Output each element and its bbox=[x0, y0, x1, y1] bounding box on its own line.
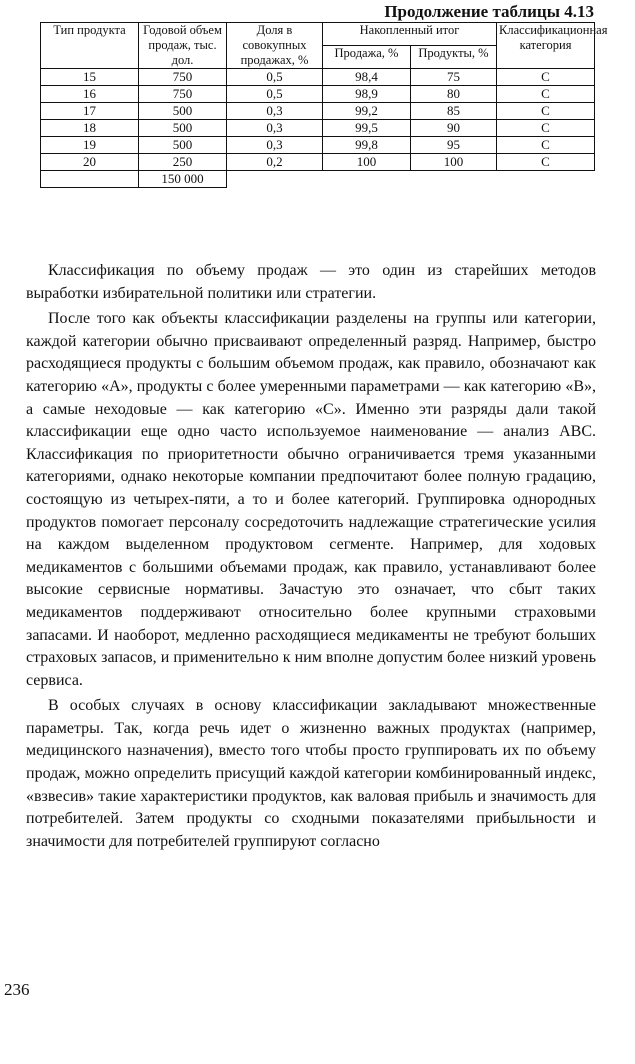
header-annual-sales: Годовой объем продаж, тыс. дол. bbox=[139, 23, 227, 69]
cell-empty bbox=[227, 171, 323, 188]
classification-table bbox=[40, 22, 608, 188]
table-row bbox=[41, 69, 595, 86]
cell-share: 0,5 bbox=[227, 69, 323, 86]
cell-share: 0,2 bbox=[227, 154, 323, 171]
cell-product-type: 16 bbox=[41, 86, 139, 103]
cell-annual-sales: 500 bbox=[139, 103, 227, 120]
cell-annual-sales: 500 bbox=[139, 137, 227, 154]
cell-cum-products: 95 bbox=[411, 137, 497, 154]
table-row bbox=[41, 86, 595, 103]
cell-cum-sales: 100 bbox=[323, 154, 411, 171]
table-continuation-label: Продолжение таблицы 4.13 bbox=[384, 2, 594, 21]
cell-cum-sales: 99,5 bbox=[323, 120, 411, 137]
cell-empty bbox=[497, 171, 595, 188]
cell-share: 0,5 bbox=[227, 86, 323, 103]
cell-share: 0,3 bbox=[227, 120, 323, 137]
cell-empty bbox=[41, 171, 139, 188]
table-total-row bbox=[41, 171, 595, 188]
cell-cum-products: 80 bbox=[411, 86, 497, 103]
cell-share: 0,3 bbox=[227, 103, 323, 120]
paragraph: Классификация по объему продаж — это один из старейших методов выработки избирательной политики или стратегии. bbox=[26, 262, 596, 302]
header-share: Доля в совокупных продажах, % bbox=[227, 23, 323, 69]
cell-product-type: 15 bbox=[41, 69, 139, 86]
cell-category: С bbox=[497, 69, 595, 86]
header-cum-products: Продукты, % bbox=[411, 46, 497, 69]
header-category: Классификационная категория bbox=[497, 23, 595, 69]
table-header-row bbox=[41, 23, 595, 46]
cell-empty bbox=[323, 171, 411, 188]
cell-cum-sales: 98,9 bbox=[323, 86, 411, 103]
cell-empty bbox=[411, 171, 497, 188]
cell-cum-sales: 99,8 bbox=[323, 137, 411, 154]
header-product-type: Тип продукта bbox=[41, 23, 139, 69]
cell-category: С bbox=[497, 103, 595, 120]
cell-product-type: 17 bbox=[41, 103, 139, 120]
cell-product-type: 18 bbox=[41, 120, 139, 137]
cell-annual-sales: 500 bbox=[139, 120, 227, 137]
cell-annual-sales: 250 bbox=[139, 154, 227, 171]
body-text bbox=[26, 260, 596, 853]
paragraph: После того как объекты классификации разделены на группы или категории, каждой категории обычно присваивают определенный разряд. Например, быстро расходящиеся продукты с большим объемом продаж, как правило, обозначают как категорию «А», продукты с более умеренными параметрами — как категорию «В», а самые неходовые — как категорию «С». Именно эти разряды дали такой классификации еще одно часто используемое наименование — анализ АВС. Классификация по приоритетности обычно ограничивается тремя указанными категориями, однако некоторые компании предпочитают более полную градацию, состоящую из четырех-пяти, а то и более категорий. Группировка однородных продуктов помогает персоналу сосредоточить надлежащие стратегические усилия на каждом выделенном продуктовом сегменте. Например, для ходовых медикаментов с большими объемами продаж, как правило, устанавливают более высокие сервисные нормативы. Зачастую это означает, что сбыт таких медикаментов поддерживают относительно более крупными страховыми запасами. И наоборот, медленно расходящиеся медикаменты не требуют больших страховых запасов, и применительно к ним вполне допустим более низкий уровень сервиса. bbox=[26, 310, 596, 689]
cell-cum-products: 75 bbox=[411, 69, 497, 86]
cell-product-type: 19 bbox=[41, 137, 139, 154]
table-row bbox=[41, 137, 595, 154]
cell-category: С bbox=[497, 120, 595, 137]
cell-share: 0,3 bbox=[227, 137, 323, 154]
cell-annual-sales: 750 bbox=[139, 86, 227, 103]
cell-annual-sales: 750 bbox=[139, 69, 227, 86]
table-row bbox=[41, 103, 595, 120]
table-row bbox=[41, 154, 595, 171]
cell-cum-products: 90 bbox=[411, 120, 497, 137]
cell-cum-sales: 98,4 bbox=[323, 69, 411, 86]
header-cum-sales: Продажа, % bbox=[323, 46, 411, 69]
cell-category: С bbox=[497, 137, 595, 154]
paragraph: В особых случаях в основу классификации закладывают множественные параметры. Так, когда речь идет о жизненно важных продуктах (например, медицинского назначения), вместо того чтобы просто группировать их по объему продаж, можно определить присущий каждой категории комбинированный индекс, «взвесив» такие характеристики продуктов, как валовая прибыль и значимость для потребителей. Затем продукты со сходными показателями прибыльности и значимости для потребителей группируют согласно bbox=[26, 697, 596, 850]
cell-cum-products: 85 bbox=[411, 103, 497, 120]
cell-product-type: 20 bbox=[41, 154, 139, 171]
cell-total-sales: 150 000 bbox=[139, 171, 227, 188]
page-number: 236 bbox=[4, 980, 30, 999]
header-cumulative: Накопленный итог bbox=[323, 23, 497, 46]
cell-cum-products: 100 bbox=[411, 154, 497, 171]
cell-cum-sales: 99,2 bbox=[323, 103, 411, 120]
table-row bbox=[41, 120, 595, 137]
cell-category: С bbox=[497, 86, 595, 103]
cell-category: С bbox=[497, 154, 595, 171]
